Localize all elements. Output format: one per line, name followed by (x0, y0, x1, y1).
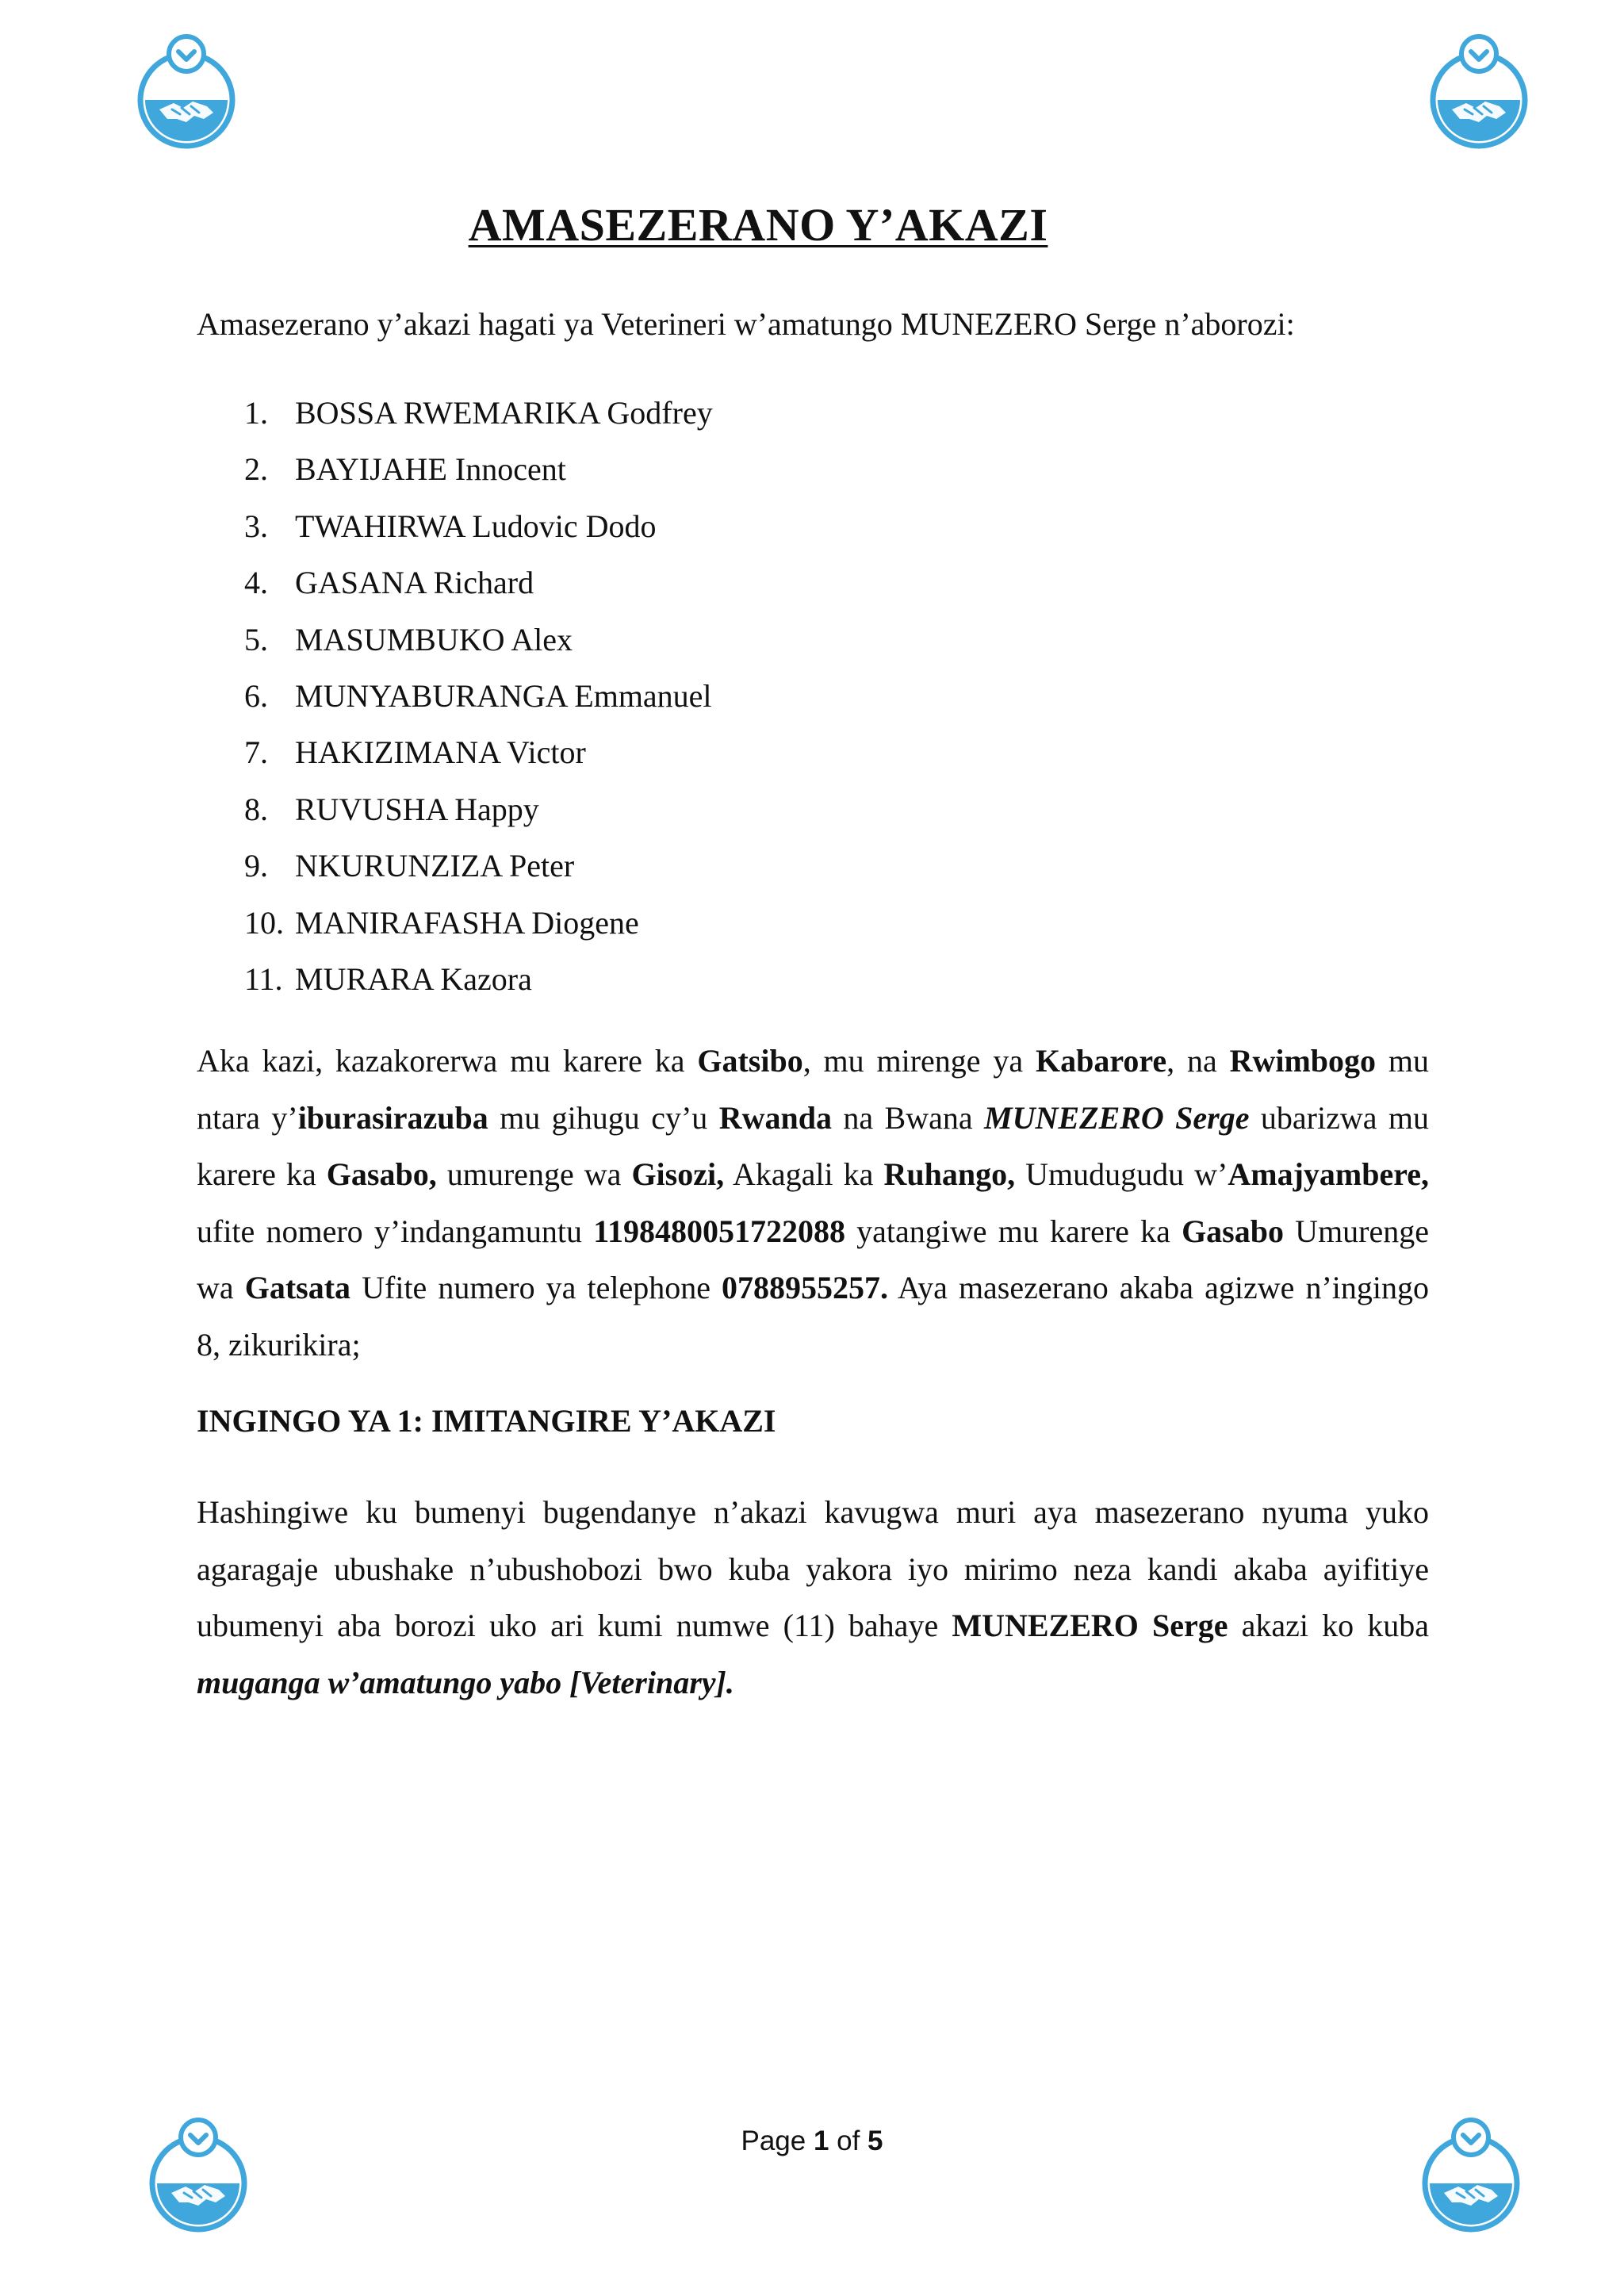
country-name: Rwanda (718, 1099, 832, 1136)
article-1-heading: INGINGO YA 1: IMITANGIRE Y’AKAZI (197, 1403, 776, 1439)
list-number: 11. (244, 960, 283, 997)
list-item (244, 441, 713, 497)
sector-name: Gisozi, (631, 1156, 725, 1192)
list-number: 6. (244, 677, 268, 714)
text-run: , mu mirenge ya (802, 1043, 1036, 1079)
district-name: Gasabo, (326, 1156, 437, 1192)
list-number: 5. (244, 621, 268, 657)
veterinarian-name: MUNEZERO Serge (984, 1099, 1250, 1136)
text-run: Ufite numero ya telephone (350, 1270, 722, 1305)
list-number: 4. (244, 565, 268, 601)
list-number: 2. (244, 451, 268, 488)
list-item (244, 611, 713, 668)
intro-paragraph: Amasezerano y’akazi hagati ya Veterineri w’amatungo MUNEZERO Serge n’aborozi: (197, 306, 1295, 342)
veterinarian-name: MUNEZERO Serge (952, 1608, 1228, 1643)
list-number: 10. (244, 904, 284, 941)
province-name: iburasirazuba (297, 1099, 488, 1136)
paragraph-line (197, 1033, 1429, 1090)
text-run: ufite nomero y’indangamuntu (197, 1213, 594, 1249)
text-run: Umurenge (1284, 1213, 1430, 1249)
text-run: Aya masezerano akaba agizwe n’ingingo (888, 1270, 1429, 1305)
party-name: MURARA Kazora (295, 960, 532, 997)
phone-number: 0788955257. (722, 1270, 889, 1305)
district-name: Gatsibo (697, 1043, 803, 1079)
village-name: Amajyambere, (1228, 1156, 1430, 1192)
list-item (244, 781, 713, 838)
footer-prefix: Page (741, 2125, 814, 2156)
paragraph-line: agaragaje ubushake n’ubushobozi bwo kuba yakora iyo mirimo neza kandi akaba ayifitiye (197, 1550, 1429, 1587)
paragraph-line (197, 1203, 1429, 1260)
party-name: GASANA Richard (295, 565, 534, 601)
document-title: AMASEZERANO Y’AKAZI (468, 199, 1048, 251)
sector-name: Kabarore (1035, 1043, 1167, 1079)
paragraph-line (197, 1259, 1429, 1317)
page-total: 5 (868, 2125, 883, 2156)
party-name: MUNYABURANGA Emmanuel (295, 677, 712, 714)
logo-top-left (131, 30, 242, 149)
text-run: mu (1376, 1043, 1429, 1079)
paragraph-line (197, 1146, 1429, 1203)
party-name: NKURUNZIZA Peter (295, 848, 575, 884)
text-run: yatangiwe mu karere ka (845, 1213, 1182, 1249)
district-name: Gasabo (1182, 1213, 1284, 1249)
list-item (244, 668, 713, 724)
list-number: 7. (244, 734, 268, 771)
party-name: BAYIJAHE Innocent (295, 451, 566, 488)
text-run: ubumenyi aba borozi uko ari kumi numwe (11) bahaye (197, 1608, 952, 1643)
sector-name: Rwimbogo (1229, 1043, 1377, 1079)
text-run: Aka kazi, kazakorerwa mu karere ka (197, 1043, 698, 1079)
text-run: 8, zikurikira; (197, 1326, 361, 1363)
paragraph-line: Hashingiwe ku bumenyi bugendanye n’akazi kavugwa muri aya masezerano nyuma yuko (197, 1494, 1429, 1530)
list-number: 8. (244, 791, 268, 827)
list-item (244, 838, 713, 894)
party-name: TWAHIRWA Ludovic Dodo (295, 508, 657, 544)
footer-separator: of (829, 2125, 868, 2156)
list-item (244, 895, 713, 951)
id-number: 1198480051722088 (593, 1213, 845, 1249)
role-title: muganga w’amatungo yabo [Veterinary]. (197, 1664, 734, 1700)
logo-top-right (1423, 30, 1534, 149)
party-name: MASUMBUKO Alex (295, 621, 573, 657)
article-1-paragraph (197, 1484, 1429, 1711)
cell-name: Ruhango, (883, 1156, 1016, 1192)
paragraph-line (197, 1597, 1429, 1654)
text-run: akazi ko kuba (1228, 1608, 1429, 1643)
location-paragraph (197, 1033, 1429, 1373)
text-run: na Bwana (831, 1099, 985, 1136)
page-footer (0, 2125, 1624, 2157)
paragraph-line (197, 1654, 1429, 1711)
party-name: RUVUSHA Happy (295, 791, 539, 827)
text-run: mu gihugu cy’u (488, 1099, 719, 1136)
text-run: ubarizwa mu (1249, 1099, 1430, 1136)
paragraph-line (197, 1317, 1429, 1374)
list-item (244, 498, 713, 554)
text-run: , na (1166, 1043, 1230, 1079)
handshake-logo-icon (131, 30, 242, 149)
list-number: 3. (244, 508, 268, 544)
list-item (244, 724, 713, 780)
handshake-logo-icon (1423, 30, 1534, 149)
party-name: BOSSA RWEMARIKA Godfrey (295, 395, 713, 431)
sector-name: Gatsata (244, 1270, 351, 1305)
parties-list (244, 385, 713, 1007)
party-name: HAKIZIMANA Victor (295, 734, 586, 771)
text-run: ntara y’ (197, 1099, 298, 1136)
text-run: umurenge wa (436, 1156, 632, 1192)
list-item (244, 951, 713, 1007)
paragraph-line (197, 1090, 1429, 1147)
text-run: Akagali ka (724, 1156, 884, 1192)
page-number: 1 (813, 2125, 829, 2156)
text-run: wa (197, 1270, 245, 1305)
text-run: karere ka (197, 1156, 327, 1192)
list-item (244, 385, 713, 441)
party-name: MANIRAFASHA Diogene (295, 904, 639, 941)
list-number: 9. (244, 848, 268, 884)
list-number: 1. (244, 395, 268, 431)
list-item (244, 554, 713, 611)
text-run: Umudugudu w’ (1015, 1156, 1228, 1192)
